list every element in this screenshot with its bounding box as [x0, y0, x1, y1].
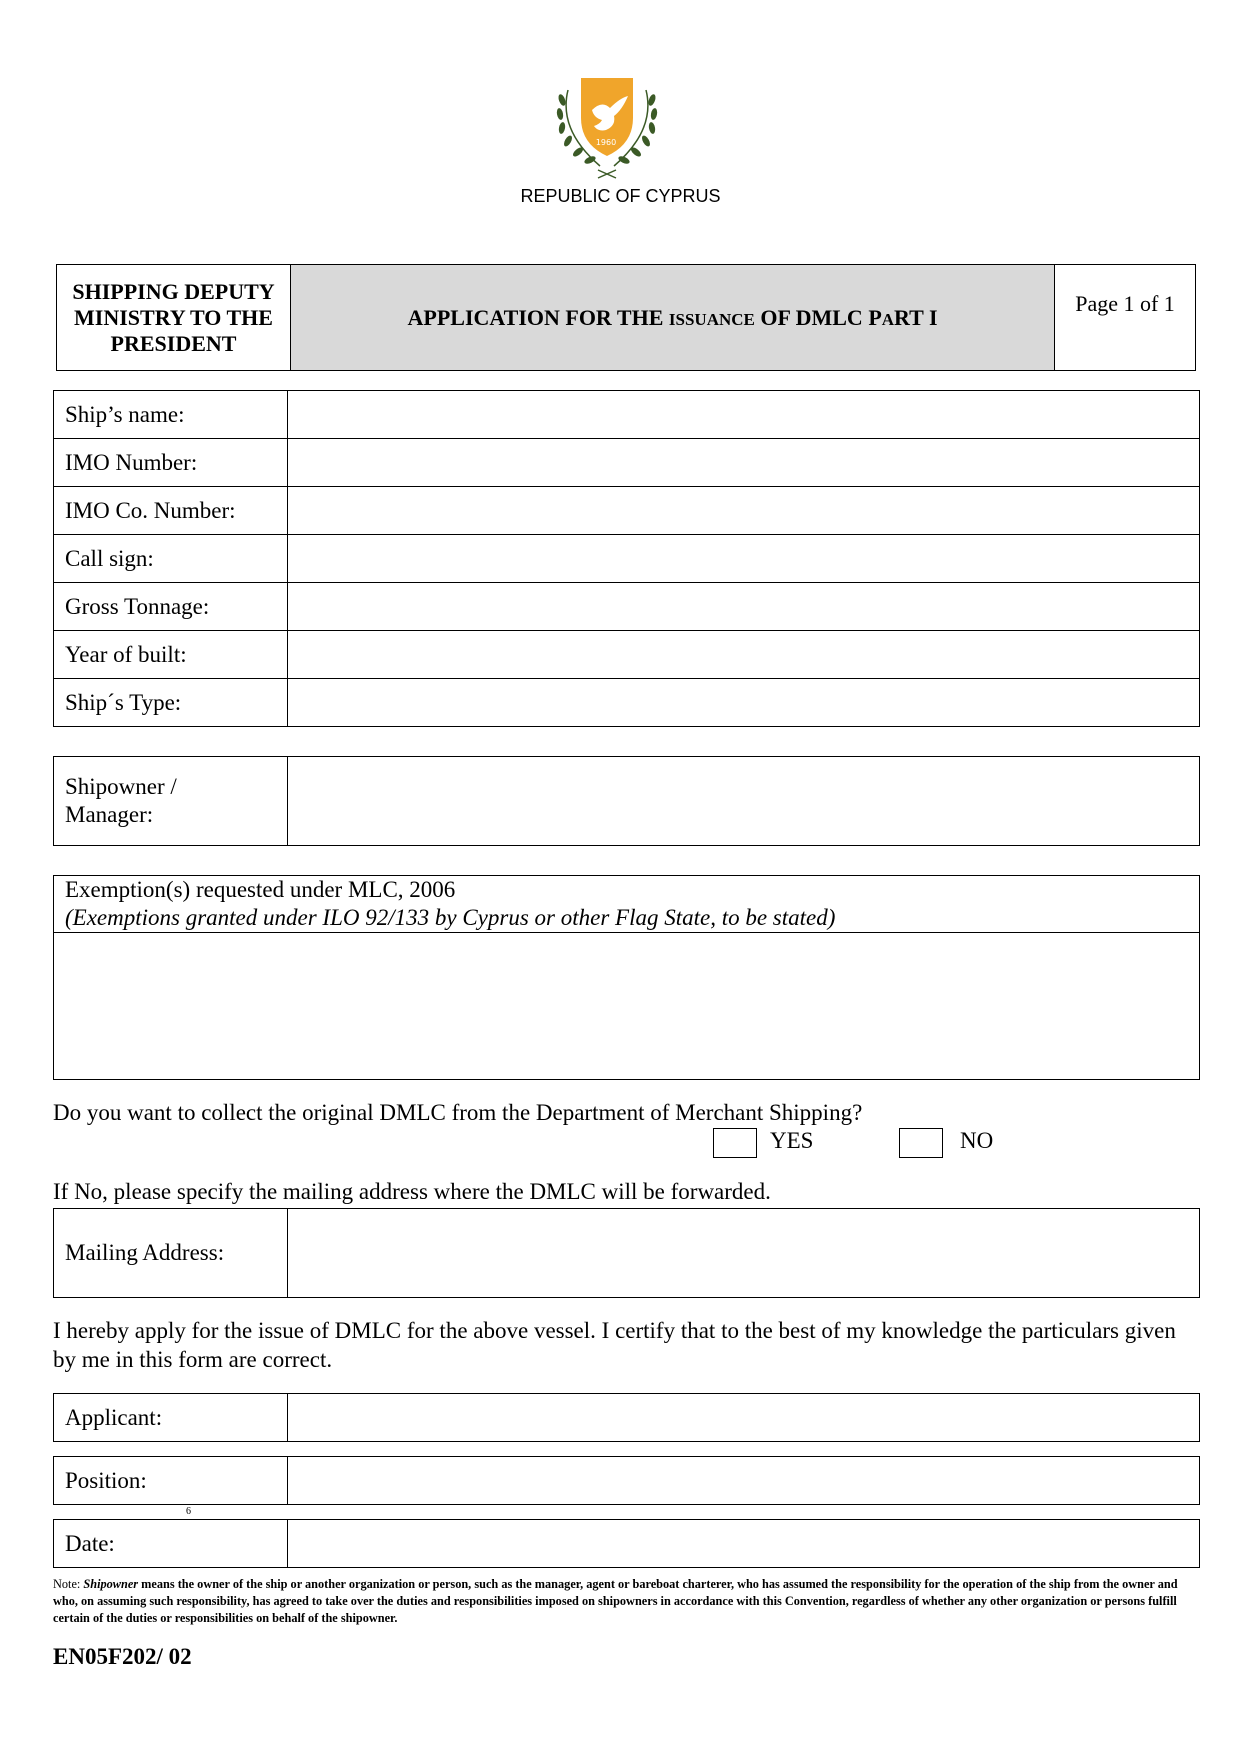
position-table	[53, 1456, 1200, 1505]
mailing-address-field[interactable]	[288, 1209, 1200, 1298]
table-row	[54, 487, 1200, 535]
table-row	[54, 391, 1200, 439]
yes-label: YES	[770, 1128, 814, 1153]
cyprus-coat-of-arms-icon	[548, 70, 666, 188]
call-sign-field[interactable]	[288, 535, 1200, 583]
imo-number-label: IMO Number:	[54, 439, 288, 487]
applicant-field[interactable]	[288, 1394, 1200, 1442]
no-label: NO	[960, 1128, 994, 1153]
exemptions-field[interactable]	[54, 933, 1200, 1080]
if-no-instruction: If No, please specify the mailing address where the DMLC will be forwarded.	[53, 1179, 771, 1204]
table-row	[54, 679, 1200, 727]
call-sign-label: Call sign:	[54, 535, 288, 583]
ship-name-field[interactable]	[288, 391, 1200, 439]
shipowner-table	[53, 756, 1200, 846]
gross-tonnage-field[interactable]	[288, 583, 1200, 631]
table-row	[54, 535, 1200, 583]
applicant-table	[53, 1393, 1200, 1442]
svg-text:1960: 1960	[595, 138, 617, 147]
year-built-label: Year of built:	[54, 631, 288, 679]
shipowner-label: Shipowner / Manager:	[54, 757, 288, 846]
yes-checkbox[interactable]	[713, 1128, 757, 1158]
table-row	[54, 631, 1200, 679]
no-checkbox[interactable]	[899, 1128, 943, 1158]
page-number: Page 1 of 1	[1055, 265, 1196, 371]
date-label: Date:	[54, 1520, 288, 1568]
table-row	[54, 583, 1200, 631]
year-built-field[interactable]	[288, 631, 1200, 679]
ship-name-label: Ship’s name:	[54, 391, 288, 439]
ship-type-field[interactable]	[288, 679, 1200, 727]
shipowner-field[interactable]	[288, 757, 1200, 846]
exemptions-heading: Exemption(s) requested under MLC, 2006 (Exemptions granted under ILO 92/133 by Cyprus or other Flag State, to be stated)	[54, 876, 1200, 933]
table-row	[54, 439, 1200, 487]
collect-question: Do you want to collect the original DMLC from the Department of Merchant Shipping?	[53, 1100, 863, 1125]
exemptions-subheading: (Exemptions granted under ILO 92/133 by Cyprus or other Flag State, to be stated)	[65, 905, 836, 930]
applicant-label: Applicant:	[54, 1394, 288, 1442]
imo-number-field[interactable]	[288, 439, 1200, 487]
mailing-address-label: Mailing Address:	[54, 1209, 288, 1298]
date-table	[53, 1519, 1200, 1568]
shipowner-definition-note: Note: Shipowner means the owner of the ship or another organization or person, such as the manager, agent or bareboat charterer, who has assumed the responsibility for the operation of the ship from the owner and who, on assuming such responsibility, has agreed to take over the duties and responsibilities imposed on shipowners in accordance with this Convention, regardless of whether any other organization or persons fulfill certain of the duties or responsibilities on behalf of the shipowner.	[53, 1577, 1178, 1625]
mailing-address-table	[53, 1208, 1200, 1298]
date-field[interactable]	[288, 1520, 1200, 1568]
gross-tonnage-label: Gross Tonnage:	[54, 583, 288, 631]
form-header	[56, 264, 1196, 371]
ship-particulars-table	[53, 390, 1200, 727]
ship-type-label: Ship´s Type:	[54, 679, 288, 727]
department-name: SHIPPING DEPUTY MINISTRY TO THE PRESIDENT	[57, 265, 291, 371]
position-label: Position:	[54, 1457, 288, 1505]
form-code: EN05F202/ 02	[53, 1644, 192, 1669]
declaration-text: I hereby apply for the issue of DMLC for the above vessel. I certify that to the best of my knowledge the particulars given by me in this form are correct.	[53, 1318, 1176, 1372]
exemptions-table	[53, 875, 1200, 1080]
imo-co-number-label: IMO Co. Number:	[54, 487, 288, 535]
republic-of-cyprus-label: REPUBLIC OF CYPRUS	[520, 186, 721, 206]
position-field[interactable]	[288, 1457, 1200, 1505]
form-title: APPLICATION FOR THE ISSUANCE OF DMLC PART I	[291, 265, 1055, 371]
imo-co-number-field[interactable]	[288, 487, 1200, 535]
footnote-marker: 6	[186, 1506, 191, 1517]
